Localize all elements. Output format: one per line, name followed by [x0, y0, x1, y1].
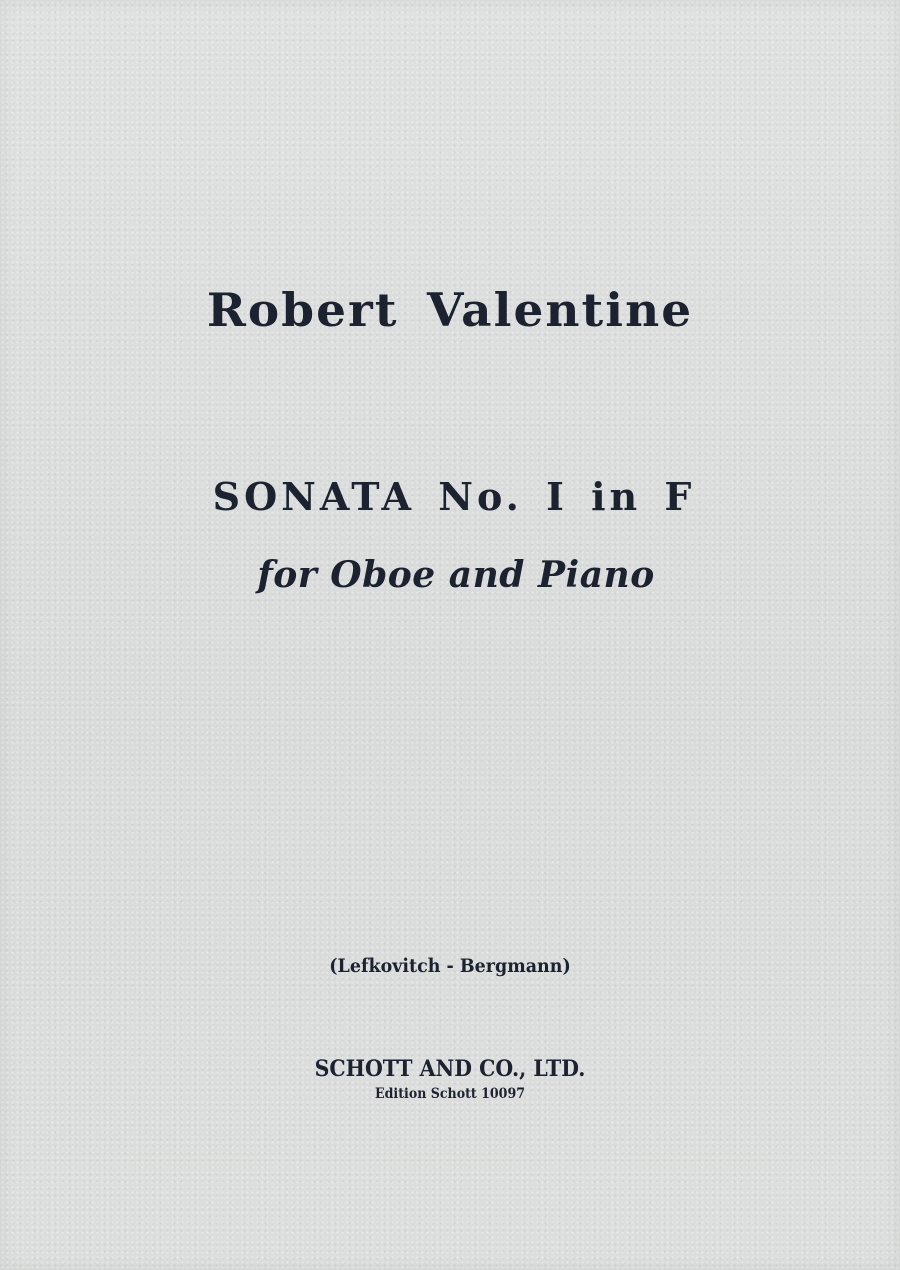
edition-number: Edition Schott 10097: [375, 1086, 525, 1102]
editors-credit: (Lefkovitch - Bergmann): [329, 955, 571, 977]
publisher-name: SCHOTT AND CO., LTD.: [314, 1056, 586, 1082]
composer-name: Robert Valentine: [206, 283, 694, 337]
work-title: SONATA No. I in F: [212, 474, 696, 519]
instrumentation-subtitle: for Oboe and Piano: [257, 554, 655, 596]
